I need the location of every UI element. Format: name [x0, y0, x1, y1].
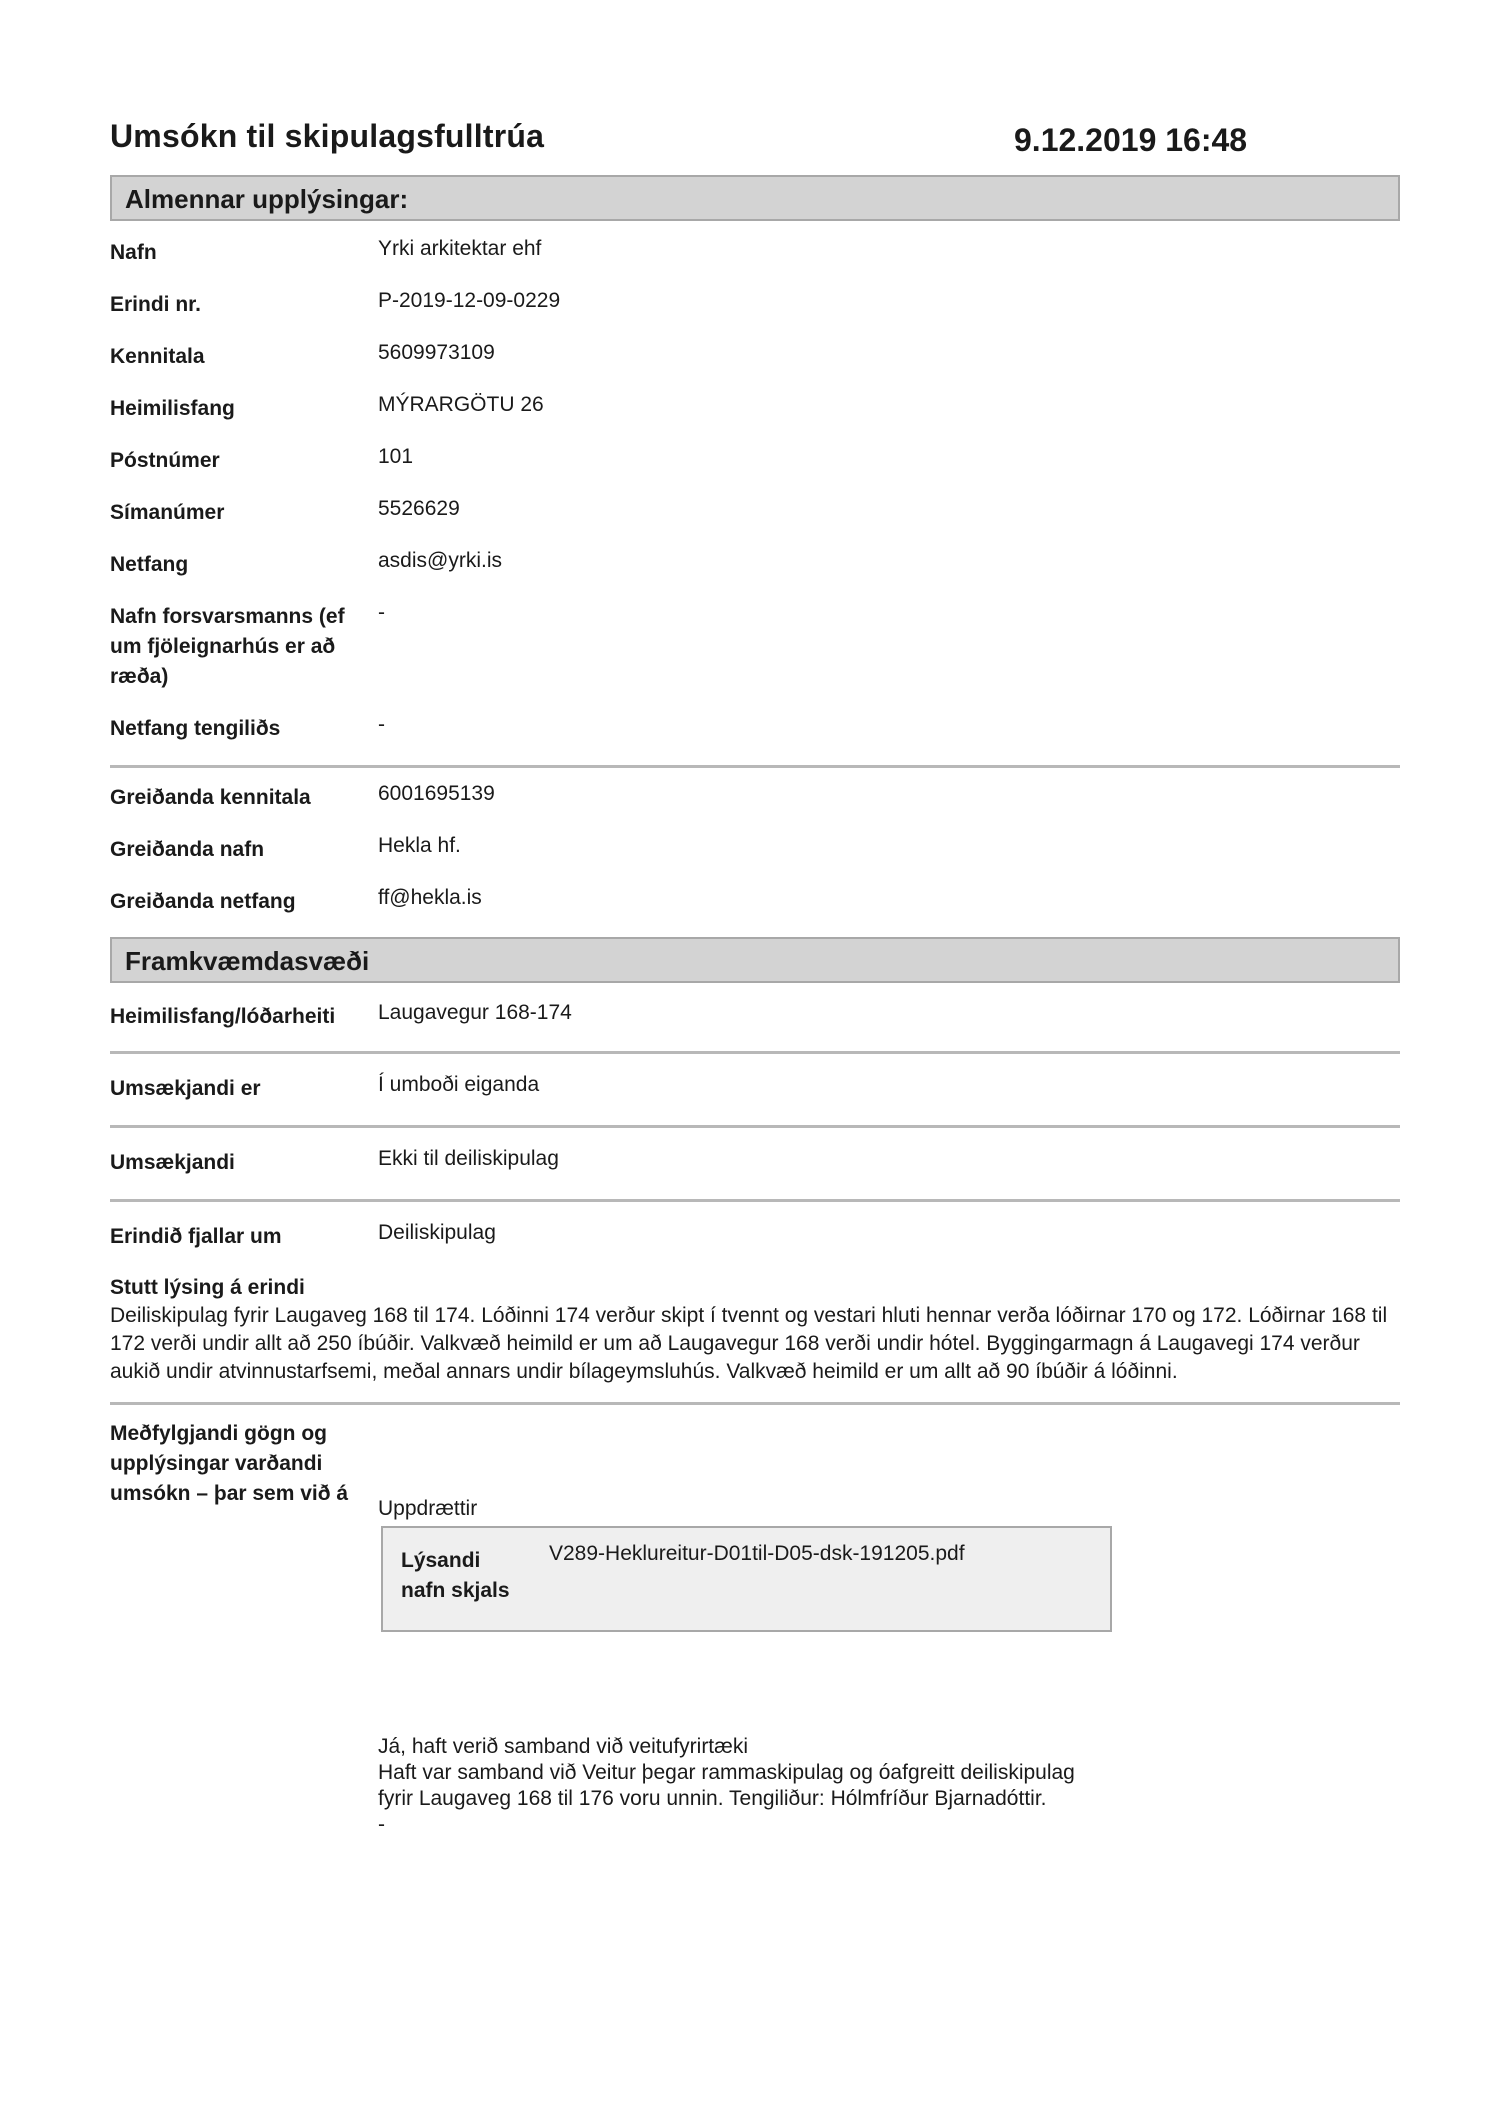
utility-line-1: Já, haft verið samband við veitufyrirtæki — [378, 1735, 748, 1758]
field-site-address-value: Laugavegur 168-174 — [378, 1001, 572, 1024]
field-representative-value: - — [378, 601, 385, 624]
field-email-value: asdis@yrki.is — [378, 549, 503, 572]
divider — [110, 1051, 1400, 1054]
page-header — [110, 118, 1400, 168]
field-payer-email-label: Greiðanda netfang — [110, 890, 296, 913]
attachments-label: Meðfylgjandi gögn og upplýsingar varðandi umsókn – þar sem við á — [110, 1422, 349, 1505]
utility-line-2: Haft var samband við Veitur þegar rammaskipulag og óafgreitt deiliskipulag — [378, 1761, 1075, 1784]
attachment-file-label: Lýsandi nafn skjals — [401, 1549, 510, 1602]
attachments-category: Uppdrættir — [378, 1497, 478, 1520]
section-general-heading: Almennar upplýsingar: — [125, 184, 409, 214]
field-contact-email-label: Netfang tengiliðs — [110, 717, 281, 740]
submission-timestamp: 9.12.2019 16:48 — [1014, 122, 1248, 158]
field-kennitala-value: 5609973109 — [378, 341, 495, 364]
attachment-file-box — [381, 1526, 1112, 1632]
field-applicant-is-value: Í umboði eiganda — [378, 1073, 540, 1096]
section-general-info — [110, 175, 1400, 221]
divider — [110, 1199, 1400, 1202]
divider — [110, 765, 1400, 768]
field-payer-kennitala-label: Greiðanda kennitala — [110, 786, 311, 809]
attachment-file-name[interactable]: V289-Heklureitur-D01til-D05-dsk-191205.pdf — [549, 1542, 965, 1565]
field-contact-email-value: - — [378, 713, 385, 736]
field-payer-name-value: Hekla hf. — [378, 834, 461, 857]
field-applicant-is-label: Umsækjandi er — [110, 1077, 261, 1100]
field-name-value: Yrki arkitektar ehf — [378, 237, 542, 260]
field-payer-name-label: Greiðanda nafn — [110, 838, 265, 861]
section-project-area — [110, 937, 1400, 983]
field-applicant-value: Ekki til deiliskipulag — [378, 1147, 559, 1170]
field-case-number-value: P-2019-12-09-0229 — [378, 289, 561, 312]
field-postal-code-label: Póstnúmer — [110, 449, 220, 472]
field-name-label: Nafn — [110, 241, 157, 264]
field-address-label: Heimilisfang — [110, 397, 235, 420]
field-payer-email-value: ff@hekla.is — [378, 886, 482, 909]
description-block — [110, 1274, 1400, 1386]
field-subject-label: Erindið fjallar um — [110, 1225, 282, 1248]
utility-contact-block — [378, 1734, 1075, 1838]
field-postal-code-value: 101 — [378, 445, 414, 468]
field-site-address-label: Heimilisfang/lóðarheiti — [110, 1005, 336, 1028]
field-subject-value: Deiliskipulag — [378, 1221, 496, 1244]
field-phone-value: 5526629 — [378, 497, 460, 520]
field-email-label: Netfang — [110, 553, 189, 576]
description-text: Deiliskipulag fyrir Laugaveg 168 til 174. Lóðinni 174 verður skipt í tvennt og vestari hluti hennar verða lóðirnar 170 og 172. Lóðirnar 168 til 172 verði undir allt að 250 íbúðir. Valkvæð heimild er um að Laugavegur 168 verði undir hótel. Byggingarmagn á Laugavegi 174 verður aukið undir atvinnustarfsemi, meðal annars undir bílageymsluhús. Valkvæð heimild er um allt að 90 íbúðir á lóðinni. — [110, 1304, 1388, 1383]
utility-line-3: fyrir Laugaveg 168 til 176 voru unnin. Tengiliður: Hólmfríður Bjarnadóttir. — [378, 1787, 1047, 1810]
field-kennitala-label: Kennitala — [110, 345, 205, 368]
section-project-heading: Framkvæmdasvæði — [125, 946, 370, 976]
divider — [110, 1125, 1400, 1128]
field-case-number-label: Erindi nr. — [110, 293, 202, 316]
utility-line-4: - — [378, 1813, 385, 1836]
field-address-value: MÝRARGÖTU 26 — [378, 393, 544, 416]
field-payer-kennitala-value: 6001695139 — [378, 782, 495, 805]
page-title: Umsókn til skipulagsfulltrúa — [110, 118, 545, 154]
field-phone-label: Símanúmer — [110, 501, 225, 524]
divider — [110, 1402, 1400, 1405]
field-applicant-label: Umsækjandi — [110, 1151, 235, 1174]
description-label: Stutt lýsing á erindi — [110, 1276, 305, 1299]
field-representative-label: Nafn forsvarsmanns (ef um fjöleignarhús er að ræða) — [110, 605, 345, 688]
